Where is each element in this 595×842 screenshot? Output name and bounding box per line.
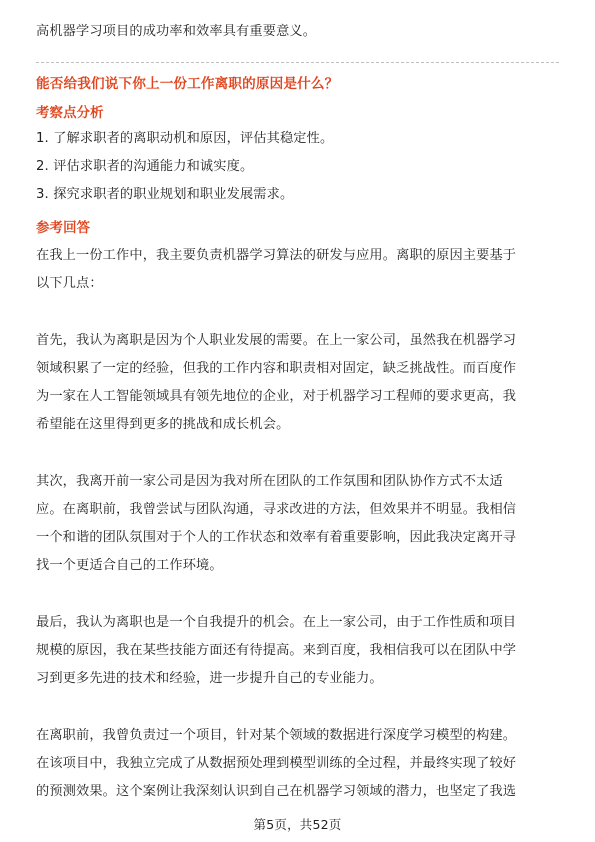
answer-line: 在我上一份工作中，我主要负责机器学习算法的研发与应用。离职的原因主要基于 — [36, 248, 517, 263]
section-divider — [36, 62, 559, 63]
answer-line: 在该项目中，我独立完成了从数据预处理到模型训练的全过程，并最终实现了较好 — [36, 756, 517, 771]
answer-line: 习到更多先进的技术和经验，进一步提升自己的专业能力。 — [36, 671, 383, 686]
question-title: 能否给我们说下你上一份工作离职的原因是什么？ — [36, 76, 339, 92]
answer-line: 以下几点： — [36, 276, 103, 291]
answer-line: 首先，我认为离职是因为个人职业发展的需要。在上一家公司，虽然我在机器学习 — [36, 333, 517, 348]
answer-heading: 参考回答 — [36, 221, 91, 236]
answer-line: 找一个更适合自己的工作环境。 — [36, 558, 223, 573]
answer-line: 希望能在这里得到更多的挑战和成长机会。 — [36, 417, 290, 432]
analysis-point: 3. 探究求职者的职业规划和职业发展需求。 — [36, 187, 294, 202]
answer-line: 其次，我离开前一家公司是因为我对所在团队的工作氛围和团队协作方式不太适 — [36, 474, 503, 489]
answer-line: 应。在离职前，我曾尝试与团队沟通，寻求改进的方法，但效果并不明显。我相信 — [36, 502, 517, 517]
previous-answer-tail: 高机器学习项目的成功率和效率具有重要意义。 — [36, 24, 317, 39]
analysis-point: 2. 评估求职者的沟通能力和诚实度。 — [36, 159, 254, 174]
answer-line: 一个和谐的团队氛围对于个人的工作状态和效率有着重要影响，因此我决定离开寻 — [36, 530, 517, 545]
answer-line: 领域积累了一定的经验，但我的工作内容和职责相对固定，缺乏挑战性。而百度作 — [36, 361, 517, 376]
answer-line: 规模的原因，我在某些技能方面还有待提高。来到百度，我相信我可以在团队中学 — [36, 643, 517, 658]
answer-line: 最后，我认为离职也是一个自我提升的机会。在上一家公司，由于工作性质和项目 — [36, 615, 517, 630]
answer-line: 在离职前，我曾负责过一个项目，针对某个领域的数据进行深度学习模型的构建。 — [36, 728, 517, 743]
page-number: 第5页，共52页 — [253, 817, 342, 832]
analysis-point: 1. 了解求职者的离职动机和原因，评估其稳定性。 — [36, 131, 334, 146]
answer-line: 的预测效果。这个案例让我深刻认识到自己在机器学习领域的潜力，也坚定了我选 — [36, 784, 517, 799]
answer-line: 为一家在人工智能领域具有领先地位的企业，对于机器学习工程师的要求更高，我 — [36, 389, 517, 404]
analysis-heading: 考察点分析 — [36, 106, 104, 121]
